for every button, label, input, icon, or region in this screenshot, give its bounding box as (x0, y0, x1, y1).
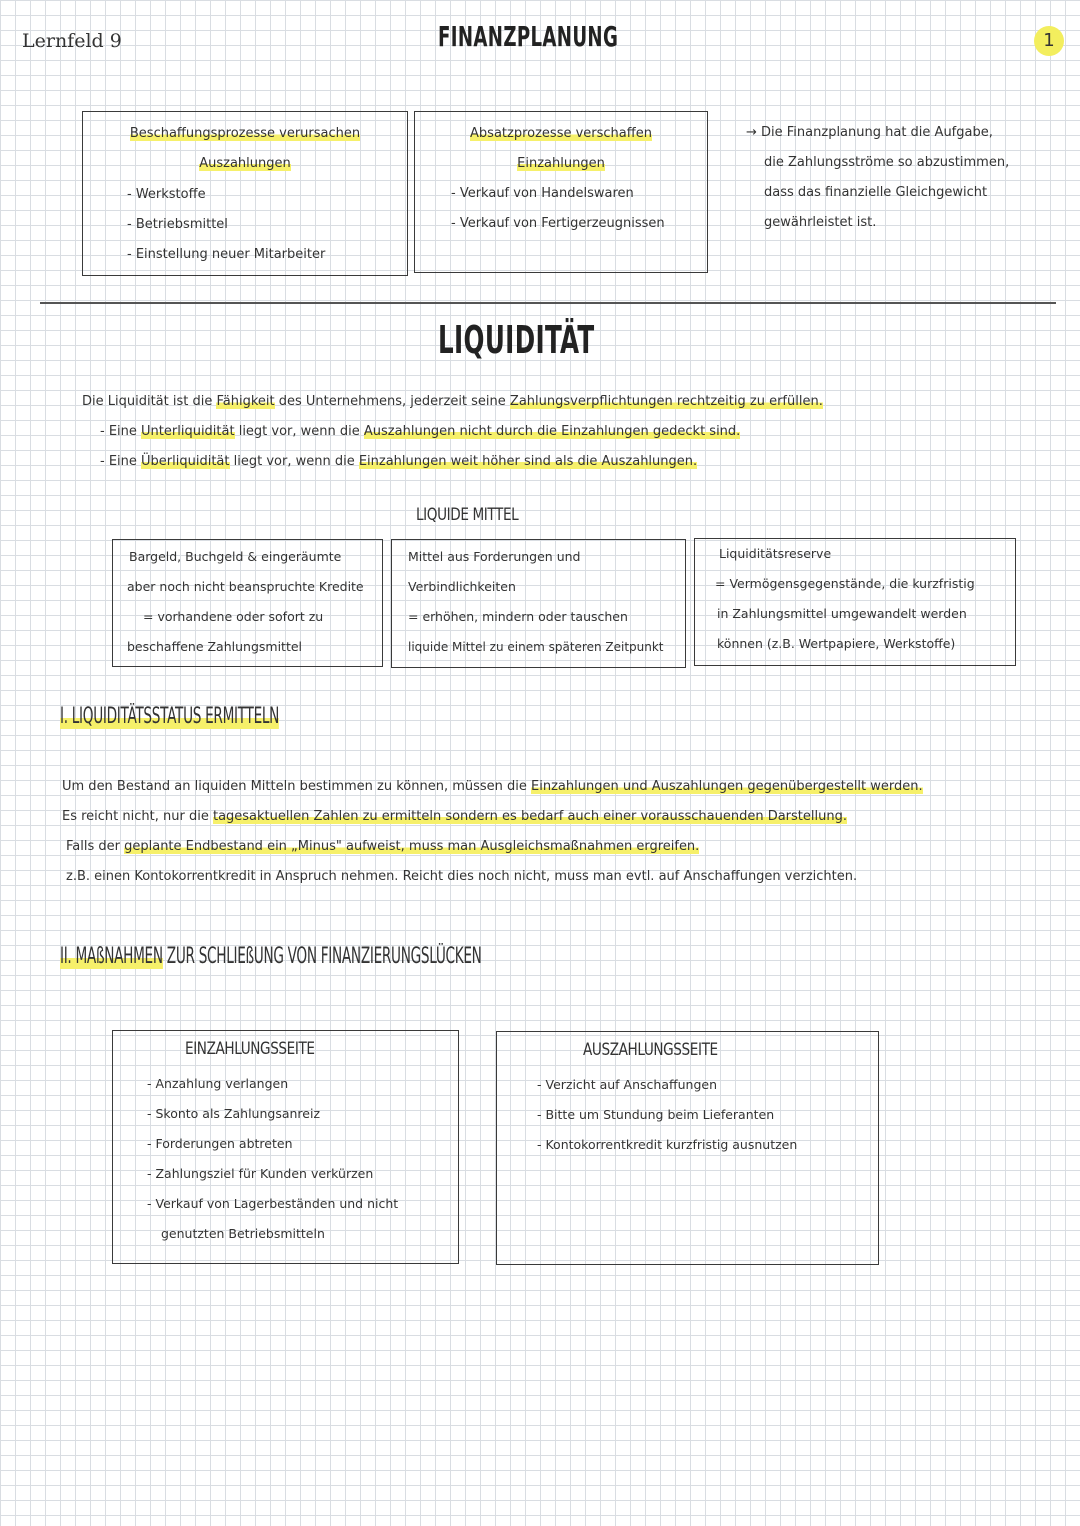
absatz-item: - Verkauf von Handelswaren (451, 186, 634, 201)
einzahlung-item: - Anzahlung verlangen (147, 1076, 289, 1091)
finanzplanung-note (746, 118, 1009, 238)
liquide-mittel-title: LIQUIDE MITTEL (416, 505, 519, 525)
absatz-line2: Einzahlungen (517, 156, 605, 171)
beschaffung-line1: Beschaffungsprozesse verursachen (129, 126, 361, 141)
section1-paragraph-line3: Falls der geplante Endbestand ein „Minus" aufweist, muss man Ausgleichsmaßnahmen ergreifen. (66, 839, 700, 854)
auszahlungsseite-title: AUSZAHLUNGSSEITE (583, 1040, 718, 1060)
note-line: die Zahlungsströme so abzustimmen, (764, 155, 1010, 170)
forderungen-line: = erhöhen, mindern oder tauschen (408, 609, 628, 624)
reserve-line: = Vermögensgegenstände, die kurzfristig (715, 576, 975, 591)
auszahlung-item: - Verzicht auf Anschaffungen (537, 1077, 717, 1092)
liquiditaet-title: LIQUIDITÄT (438, 318, 595, 362)
liquiditaet-definition: Die Liquidität ist die Fähigkeit des Unternehmens, jederzeit seine Zahlungsverpflichtungen rechtzeitig zu erfüllen. (82, 394, 823, 409)
section2-title: II. MAßNAHMEN ZUR SCHLIEßUNG VON FINANZIERUNGSLÜCKEN (60, 944, 482, 969)
auszahlungsseite-box (496, 1031, 879, 1265)
beschaffung-line2: Auszahlungen (199, 156, 291, 171)
einzahlung-item: - Zahlungsziel für Kunden verkürzen (147, 1166, 374, 1181)
beschaffung-item: - Werkstoffe (127, 187, 206, 202)
page-number-badge: 1 (1034, 26, 1064, 56)
einzahlung-item: genutzten Betriebsmitteln (161, 1226, 325, 1241)
note-line: gewährleistet ist. (764, 215, 877, 230)
liquiditaetsreserve-box (694, 538, 1016, 666)
reserve-line: können (z.B. Wertpapiere, Werkstoffe) (717, 636, 956, 651)
section1-title: I. LIQUIDITÄTSSTATUS ERMITTELN (60, 704, 280, 729)
einzahlungsseite-title: EINZAHLUNGSSEITE (185, 1039, 315, 1059)
section-divider (40, 302, 1056, 304)
einzahlung-item: - Verkauf von Lagerbeständen und nicht (147, 1196, 399, 1211)
beschaffung-box (82, 111, 408, 276)
beschaffung-item: - Einstellung neuer Mitarbeiter (127, 247, 326, 262)
bargeld-line: beschaffene Zahlungsmittel (127, 639, 303, 654)
absatz-line1: Absatzprozesse verschaffen (470, 126, 652, 141)
note-line: → Die Finanzplanung hat die Aufgabe, (746, 125, 993, 140)
einzahlung-item: - Forderungen abtreten (147, 1136, 293, 1151)
ueberliquiditaet-line: - Eine Überliquidität liegt vor, wenn die Einzahlungen weit höher sind als die Auszahlungen. (100, 454, 698, 469)
auszahlung-item: - Kontokorrentkredit kurzfristig ausnutzen (537, 1137, 798, 1152)
section1-paragraph-line4: z.B. einen Kontokorrentkredit in Anspruch nehmen. Reicht dies noch nicht, muss man evtl. auf Anschaffungen verzichten. (66, 869, 858, 884)
absatz-box (414, 111, 708, 273)
reserve-line: in Zahlungsmittel umgewandelt werden (717, 606, 967, 621)
einzahlung-item: - Skonto als Zahlungsanreiz (147, 1106, 321, 1121)
reserve-line: Liquiditätsreserve (719, 546, 832, 561)
page-title: FINANZPLANUNG (438, 20, 619, 53)
forderungen-line: Verbindlichkeiten (408, 579, 516, 594)
note-line: dass das finanzielle Gleichgewicht (764, 185, 988, 200)
bargeld-line: = vorhandene oder sofort zu (143, 609, 324, 624)
forderungen-box (391, 539, 686, 668)
unterliquiditaet-line: - Eine Unterliquidität liegt vor, wenn die Auszahlungen nicht durch die Einzahlungen gedeckt sind. (100, 424, 741, 439)
forderungen-line: liquide Mittel zu einem späteren Zeitpunkt (408, 640, 664, 654)
section1-paragraph-line2: Es reicht nicht, nur die tagesaktuellen Zahlen zu ermitteln sondern es bedarf auch einer vorausschauenden Darstellung. (62, 809, 847, 824)
auszahlung-item: - Bitte um Stundung beim Lieferanten (537, 1107, 775, 1122)
beschaffung-item: - Betriebsmittel (127, 217, 228, 232)
bargeld-line: Bargeld, Buchgeld & eingeräumte (129, 549, 342, 564)
section1-paragraph-line1: Um den Bestand an liquiden Mitteln bestimmen zu können, müssen die Einzahlungen und Auszahlungen gegenübergestellt werden. (62, 779, 923, 794)
subject-label: Lernfeld 9 (22, 30, 122, 52)
bargeld-box (112, 539, 383, 667)
bargeld-line: aber noch nicht beanspruchte Kredite (127, 579, 364, 594)
forderungen-line: Mittel aus Forderungen und (408, 549, 581, 564)
einzahlungsseite-box (112, 1030, 459, 1264)
absatz-item: - Verkauf von Fertigerzeugnissen (451, 216, 665, 231)
